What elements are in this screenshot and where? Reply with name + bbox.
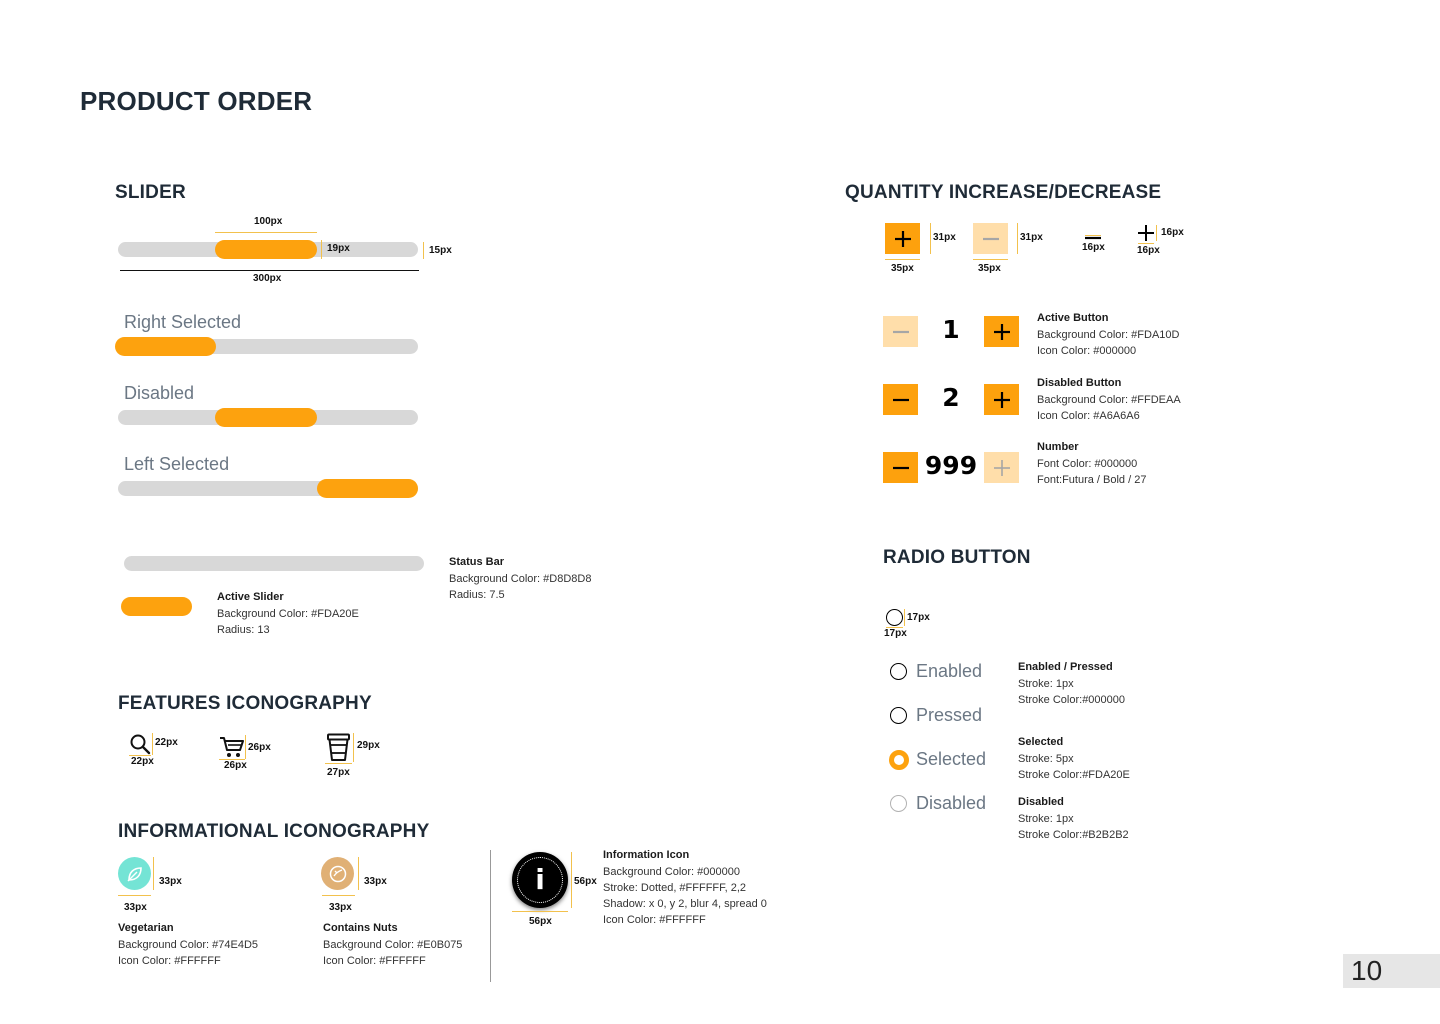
page-number: 10 [1343, 954, 1440, 988]
plus-icon [894, 230, 912, 248]
plus-icon-width-dim: 16px [1137, 245, 1160, 256]
vegetarian-spec-line: Icon Color: #FFFFFF [118, 955, 221, 967]
radio-label: Selected [916, 749, 987, 769]
plus-icon [993, 391, 1011, 409]
nuts-width-dim: 33px [329, 902, 352, 913]
radio-enabled-spec-line: Stroke Color:#000000 [1018, 694, 1126, 706]
increase-button[interactable] [984, 384, 1019, 415]
info-spec-line: Stroke: Dotted, #FFFFFF, 2,2 [603, 882, 747, 894]
active-slider-spec-line: Radius: 13 [217, 624, 270, 636]
minus-icon-width-dim: 16px [1082, 242, 1105, 253]
radio-label: Enabled [916, 661, 983, 681]
quantity-value: 2 [942, 383, 960, 412]
page-title: PRODUCT ORDER [80, 86, 313, 116]
radio-pressed[interactable] [890, 707, 907, 724]
search-icon [129, 733, 151, 755]
track-width-guide [120, 270, 419, 271]
slider-thumb-height-dim: 19px [327, 243, 350, 254]
quantity-value: 1 [942, 315, 960, 344]
spec-minus-button-disabled [973, 223, 1008, 254]
radio-spec-sample [886, 609, 903, 626]
slider-thumb-right-selected[interactable] [115, 337, 216, 356]
plus-icon [993, 323, 1011, 341]
info-heading: INFORMATIONAL ICONOGRAPHY [118, 821, 430, 842]
vegetarian-spec-line: Background Color: #74E4D5 [118, 939, 259, 951]
info-icon-height-dim: 56px [574, 876, 597, 887]
slider-track-height-dim: 15px [429, 245, 452, 256]
leaf-icon [126, 865, 144, 883]
status-bar-spec-line: Background Color: #D8D8D8 [449, 573, 592, 585]
info-icon-width-dim: 56px [529, 916, 552, 927]
radio-label: Pressed [916, 705, 983, 725]
active-slider-sample [121, 597, 192, 616]
vegetarian-spec-title: Vegetarian [118, 922, 174, 934]
status-bar-sample [124, 556, 424, 571]
contains-nuts-badge [321, 857, 354, 890]
slider-state-label: Disabled [124, 383, 195, 403]
disabled-button-spec-line: Icon Color: #A6A6A6 [1037, 410, 1140, 422]
slider-state-label: Right Selected [124, 312, 242, 332]
plus-icon [993, 459, 1011, 477]
slider-state-label: Left Selected [124, 454, 230, 474]
cup-icon-height-dim: 29px [357, 740, 380, 751]
info-spec-line: Shadow: x 0, y 2, blur 4, spread 0 [603, 898, 767, 910]
nut-icon [328, 864, 348, 884]
status-bar-spec-title: Status Bar [449, 556, 505, 568]
nuts-spec-line: Icon Color: #FFFFFF [323, 955, 426, 967]
increase-button[interactable] [984, 452, 1019, 483]
disabled-button-spec-title: Disabled Button [1037, 377, 1122, 389]
active-button-spec-line: Icon Color: #000000 [1037, 345, 1137, 357]
nuts-spec-line: Background Color: #E0B075 [323, 939, 463, 951]
minus-icon [892, 398, 910, 402]
slider-spec-thumb [215, 240, 317, 259]
active-slider-spec-line: Background Color: #FDA20E [217, 608, 359, 620]
slider-thumb-width-dim: 100px [254, 216, 283, 227]
radio-enabled-spec-line: Stroke: 1px [1018, 678, 1074, 690]
info-spec-title: Information Icon [603, 849, 690, 861]
features-heading: FEATURES ICONOGRAPHY [118, 693, 372, 714]
radio-disabled [890, 795, 907, 812]
slider-thumb-disabled [215, 408, 317, 427]
nuts-height-dim: 33px [364, 876, 387, 887]
cart-icon-height-dim: 26px [248, 742, 271, 753]
active-slider-spec-title: Active Slider [217, 591, 284, 603]
active-button-spec-title: Active Button [1037, 312, 1109, 324]
thumb-height-guide [321, 240, 322, 259]
vegetarian-height-dim: 33px [159, 876, 182, 887]
number-spec-line: Font Color: #000000 [1037, 458, 1138, 470]
qty-btn-width-dim: 35px [978, 263, 1001, 274]
qty-btn-height-dim: 31px [933, 232, 956, 243]
number-spec-line: Font:Futura / Bold / 27 [1037, 474, 1147, 486]
vegetarian-width-dim: 33px [124, 902, 147, 913]
radio-height-dim: 17px [907, 612, 930, 623]
track-height-guide [423, 242, 424, 259]
slider-track-width-dim: 300px [253, 273, 282, 284]
radio-disabled-spec-line: Stroke Color:#B2B2B2 [1018, 829, 1129, 841]
search-icon-height-dim: 22px [155, 737, 178, 748]
nuts-spec-title: Contains Nuts [323, 922, 398, 934]
qty-btn-height-dim: 31px [1020, 232, 1043, 243]
plus-icon-height-dim: 16px [1161, 227, 1184, 238]
slider-heading: SLIDER [115, 182, 186, 203]
minus-icon [892, 466, 910, 470]
spec-plus-button-active [885, 223, 920, 254]
cup-icon [325, 733, 352, 762]
info-glyph: i [517, 857, 563, 903]
info-icon[interactable] [512, 852, 568, 908]
plus-icon [1138, 225, 1154, 241]
quantity-value: 999 [924, 451, 978, 480]
quantity-heading: QUANTITY INCREASE/DECREASE [845, 182, 1162, 203]
decrease-button[interactable] [883, 384, 918, 415]
info-spec-line: Background Color: #000000 [603, 866, 740, 878]
cart-icon [219, 735, 245, 759]
section-divider [490, 850, 491, 982]
search-icon-width-dim: 22px [131, 756, 154, 767]
info-spec-line: Icon Color: #FFFFFF [603, 914, 706, 926]
radio-selected[interactable] [889, 750, 909, 770]
radio-disabled-spec-title: Disabled [1018, 796, 1064, 808]
status-bar-spec-line: Radius: 7.5 [449, 589, 505, 601]
radio-selected-spec-line: Stroke Color:#FDA20E [1018, 769, 1130, 781]
active-button-spec-line: Background Color: #FDA10D [1037, 329, 1180, 341]
radio-enabled[interactable] [890, 663, 907, 680]
cup-icon-width-dim: 27px [327, 767, 350, 778]
radio-disabled-spec-line: Stroke: 1px [1018, 813, 1074, 825]
radio-selected-spec-line: Stroke: 5px [1018, 753, 1074, 765]
decrease-button[interactable] [883, 316, 918, 347]
radio-label: Disabled [916, 793, 987, 813]
increase-button[interactable] [984, 316, 1019, 347]
number-spec-title: Number [1037, 441, 1079, 453]
thumb-width-guide [215, 232, 317, 233]
vegetarian-badge [118, 857, 151, 890]
radio-width-dim: 17px [884, 628, 907, 639]
radio-heading: RADIO BUTTON [883, 547, 1031, 568]
minus-icon [892, 330, 910, 334]
radio-selected-spec-title: Selected [1018, 736, 1064, 748]
radio-enabled-spec-title: Enabled / Pressed [1018, 661, 1113, 673]
disabled-button-spec-line: Background Color: #FFDEAA [1037, 394, 1181, 406]
minus-icon [982, 237, 1000, 241]
cart-icon-width-dim: 26px [224, 760, 247, 771]
decrease-button[interactable] [883, 452, 918, 483]
qty-btn-width-dim: 35px [891, 263, 914, 274]
slider-thumb-left-selected[interactable] [317, 479, 418, 498]
